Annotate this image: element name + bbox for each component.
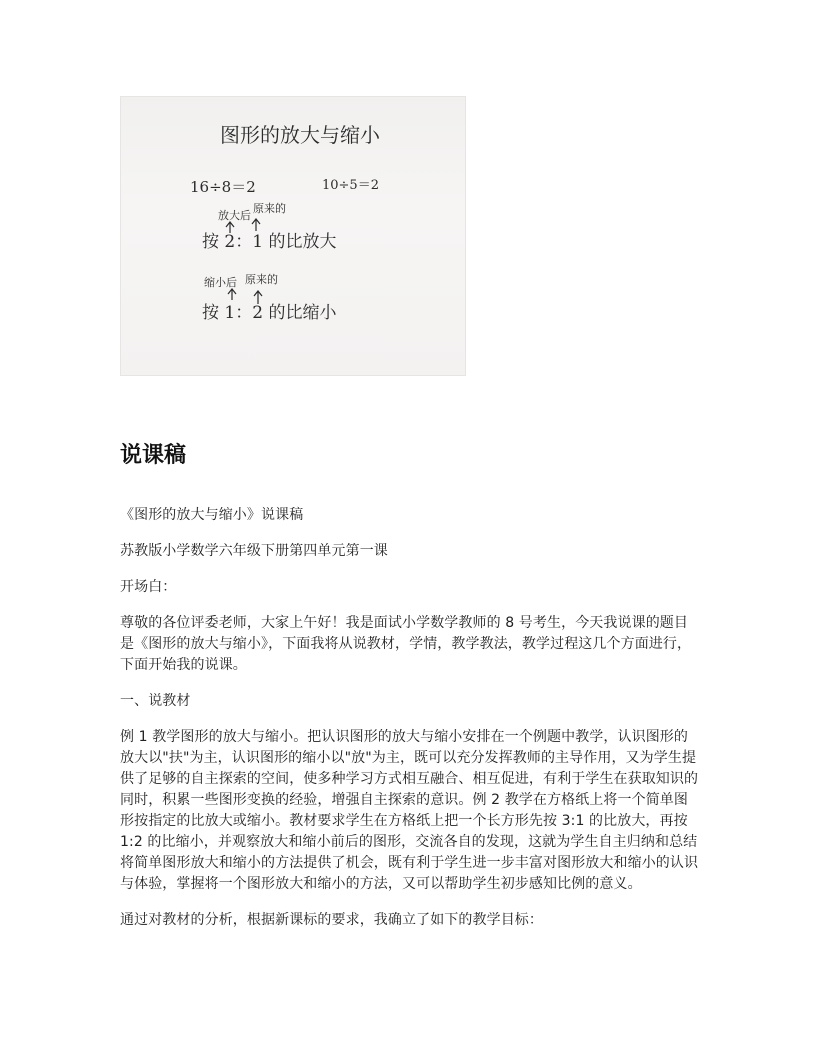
handwritten-note-photo: [120, 96, 466, 376]
speech-draft-content: [120, 438, 700, 946]
note-equation-2: 10÷5＝2: [322, 178, 379, 193]
note-enlarged-label: 放大后: [218, 209, 251, 222]
textbook-info: 苏教版小学数学六年级下册第四单元第一课: [120, 543, 388, 559]
note-original-label: 原来的: [253, 202, 286, 215]
note-equation-1: 16÷8＝2: [190, 178, 256, 196]
note-shrink-rule: 按 1：2 的比缩小: [202, 303, 337, 323]
opening-paragraph: 尊敬的各位评委老师，大家上午好！我是面试小学数学教师的 8 号考生，今天我说课的题目是《图形的放大与缩小》，下面我将从说教材，学情，教学教法，教学过程这几个方面进行，下面开始我的说课。: [120, 615, 692, 673]
note-enlarge-rule: 按 2：1 的比放大: [202, 232, 337, 252]
opening-label: 开场白：: [120, 579, 177, 595]
section-heading-textbook: 一、说教材: [120, 693, 191, 709]
note-shrunk-label: 缩小后: [204, 276, 237, 289]
textbook-analysis-paragraph: 例 1 教学图形的放大与缩小。把认识图形的放大与缩小安排在一个例题中教学，认识图形的放大以"扶"为主，认识图形的缩小以"放"为主，既可以充分发挥教师的主导作用，又为学生提供了足够的自主探索的空间，使多种学习方式相互融合、相互促进，有利于学生在获取知识的同时，积累一些图形变换的经验，增强自主探索的意识。例 2 教学在方格纸上将一个简单图形按指定的比放大或缩小。教材要求学生在方格纸上把一个长方形先按 3:1 的比放大，再按 1:2 的比缩小，并观察放大和缩小前后的图形，交流各自的发现，这就为学生自主归纳和总结将简单图形放大和缩小的方法提供了机会，既有利于学生进一步丰富对图形放大和缩小的认识与体验，掌握将一个图形放大和缩小的方法，又可以帮助学生初步感知比例的意义。: [120, 729, 699, 892]
teaching-goals-intro: 通过对教材的分析，根据新课标的要求，我确立了如下的教学目标：: [120, 912, 543, 928]
handwritten-note-drawing: [120, 96, 466, 376]
arrow-up-icon: [252, 219, 260, 231]
page-title: 说课稿: [120, 443, 187, 468]
lesson-title: 《图形的放大与缩小》说课稿: [120, 507, 304, 523]
note-title: 图形的放大与缩小: [220, 123, 380, 147]
note-original-label-2: 原来的: [245, 273, 278, 286]
arrow-up-icon: [228, 289, 236, 300]
